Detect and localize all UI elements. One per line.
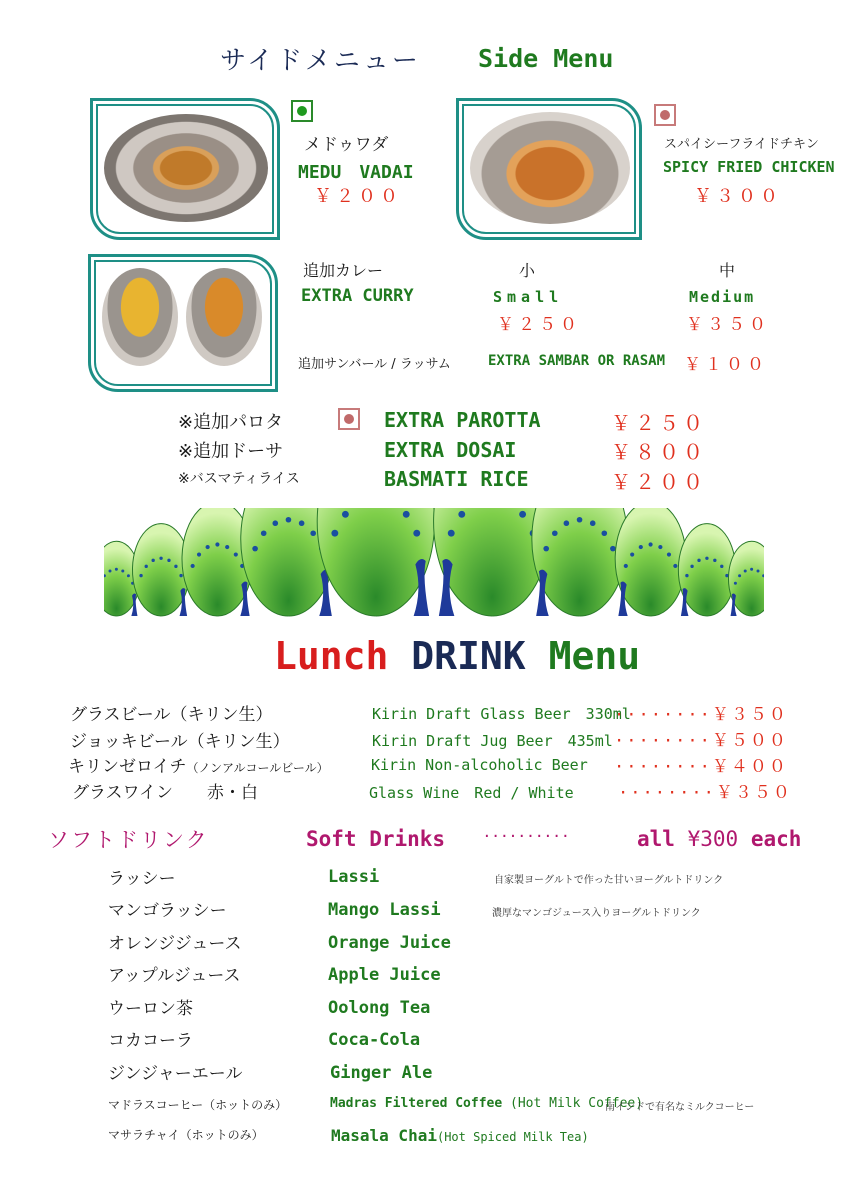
extra-parotta-name-en: EXTRA PAROTTA — [384, 408, 541, 432]
peacock-icon — [678, 524, 735, 616]
oolong-tea-name-en: Oolong Tea — [328, 998, 431, 1018]
side-menu-title-en: Side Menu — [478, 44, 614, 73]
extra-dosai-name-jp: ※追加ドーサ — [178, 441, 284, 462]
peacock-border-decoration — [104, 508, 764, 622]
non-alcoholic-beer-name-en: Kirin Non-alcoholic Beer — [371, 756, 588, 774]
oolong-tea-name-jp: ウーロン茶 — [108, 999, 193, 1019]
basmati-rice-name-en: BASMATI RICE — [384, 467, 529, 491]
non-alcoholic-beer-price: ········￥４００ — [614, 757, 788, 777]
soft-drinks-note-each: each — [750, 827, 802, 851]
madras-coffee-desc: 南インドで有名なミルクコーヒー — [605, 1102, 755, 1113]
lassi-desc: 自家製ヨーグルトで作った甘いヨーグルトドリンク — [494, 875, 724, 886]
list-item — [0, 1094, 845, 1126]
mango-lassi-name-en: Mango Lassi — [328, 900, 441, 920]
mango-lassi-name-jp: マンゴラッシー — [108, 901, 227, 921]
masala-chai-name: Masala Chai — [331, 1126, 437, 1145]
extra-parotta-price: ￥２５０ — [611, 411, 707, 435]
soft-drinks-note-all: all — [637, 827, 675, 851]
extra-dosai-name-en: EXTRA DOSAI — [384, 438, 517, 462]
peacock-icon — [317, 508, 434, 616]
extra-curry-name-en: EXTRA CURRY — [301, 286, 414, 306]
madras-coffee-name-jp: マドラスコーヒー（ホットのみ） — [108, 1098, 288, 1112]
lassi-name-jp: ラッシー — [108, 869, 176, 889]
drink-title-menu: Menu — [548, 634, 641, 678]
extra-curry-medium-price: ￥３５０ — [686, 315, 770, 335]
extra-curry-small-jp: 小 — [519, 261, 536, 280]
soft-drinks-dots: ·········· — [484, 826, 572, 847]
extra-sambar-name-en: EXTRA SAMBAR OR RASAM — [488, 353, 666, 369]
masala-chai-name-jp: マサラチャイ（ホットのみ） — [108, 1128, 264, 1142]
medu-vadai-price: ￥２００ — [314, 186, 402, 207]
drink-menu-title — [274, 634, 640, 678]
jug-beer-name-en: Kirin Draft Jug Beer 435ml — [372, 732, 613, 750]
extra-curry-medium-jp: 中 — [719, 261, 736, 280]
extra-curry-medium-en: Medium — [689, 288, 756, 306]
glass-wine-name-en: Glass Wine Red / White — [369, 784, 574, 802]
list-item — [0, 1124, 845, 1156]
drink-title-drink: DRINK — [411, 634, 526, 678]
lassi-name-en: Lassi — [328, 867, 380, 887]
peacock-icon — [532, 508, 627, 616]
jug-beer-price: ········￥５００ — [614, 731, 788, 751]
chicken-photo — [470, 112, 630, 224]
peacock-icon — [132, 524, 189, 616]
apple-juice-name-en: Apple Juice — [328, 965, 441, 985]
list-item — [0, 896, 845, 928]
coca-cola-name-en: Coca-Cola — [328, 1030, 421, 1050]
extra-parotta-name-jp: ※追加パロタ — [178, 412, 284, 433]
masala-chai-name-en — [331, 1126, 589, 1145]
masala-chai-note: (Hot Spiced Milk Tea) — [436, 1130, 589, 1144]
peacock-icon — [615, 508, 686, 616]
basmati-rice-name-jp: ※バスマティライス — [178, 471, 300, 487]
mango-lassi-desc: 濃厚なマンゴジュース入りヨーグルトドリンク — [492, 908, 701, 919]
orange-juice-name-en: Orange Juice — [328, 933, 451, 953]
madras-coffee-name: Madras Filtered Coffee — [330, 1096, 503, 1111]
extra-sambar-price: ￥１００ — [684, 355, 768, 375]
glass-beer-name-en: Kirin Draft Glass Beer 330ml — [372, 705, 631, 723]
extra-curry-name-jp: 追加カレー — [303, 261, 384, 280]
soft-drinks-title-jp: ソフトドリンク — [48, 828, 209, 852]
glass-beer-name-jp: グラスビール（キリン生） — [70, 705, 273, 725]
chicken-name-en: SPICY FRIED CHICKEN — [663, 158, 835, 176]
apple-juice-name-jp: アップルジュース — [108, 966, 241, 986]
coca-cola-name-jp: コカコーラ — [108, 1031, 193, 1051]
medu-vadai-name-en: MEDU VADAI — [298, 162, 414, 183]
glass-wine-name-jp: グラスワイン 赤・白 — [72, 783, 258, 803]
list-item — [0, 994, 845, 1026]
chicken-name-jp: スパイシーフライドチキン — [664, 137, 819, 152]
list-item — [0, 1059, 845, 1091]
non-alcoholic-beer-note: （ノンアルコールビール） — [186, 761, 329, 775]
ginger-ale-name-en: Ginger Ale — [330, 1063, 433, 1083]
extra-dosai-price: ￥８００ — [611, 440, 707, 464]
medu-vadai-name-jp: メドゥワダ — [304, 135, 389, 155]
veg-icon — [291, 100, 313, 122]
extra-sambar-name-jp: 追加サンバール / ラッサム — [298, 357, 451, 372]
list-item — [0, 929, 845, 961]
jug-beer-name-jp: ジョッキビール（キリン生） — [70, 732, 290, 752]
soft-drinks-price-note — [637, 827, 801, 851]
madras-coffee-name-en — [330, 1096, 643, 1111]
list-item — [0, 864, 845, 896]
extra-curry-small-price: ￥２５０ — [497, 315, 581, 335]
soft-drinks-title-en: Soft Drinks — [306, 827, 446, 851]
non-alcoholic-beer-name-jp — [68, 752, 329, 777]
soft-drinks-note-price: ¥300 — [687, 827, 739, 851]
glass-wine-price: ········￥３５０ — [618, 783, 792, 803]
chicken-price: ￥３００ — [694, 186, 782, 207]
basmati-rice-price: ￥２００ — [611, 470, 707, 494]
orange-juice-name-jp: オレンジジュース — [108, 934, 242, 954]
list-item — [0, 1026, 845, 1058]
curry-bowl-left-photo — [102, 268, 178, 366]
madras-coffee-note: (Hot Milk Coffee) — [510, 1096, 644, 1111]
non-alcoholic-beer-name: キリンゼロイチ — [68, 757, 187, 777]
list-item — [0, 961, 845, 993]
drink-title-lunch: Lunch — [274, 634, 389, 678]
extra-curry-small-en: Small — [493, 288, 564, 306]
non-veg-icon — [654, 104, 676, 126]
glass-beer-price: ········￥３５０ — [614, 705, 788, 725]
side-menu-title-jp: サイドメニュー — [220, 46, 421, 76]
medu-vadai-photo — [104, 114, 268, 222]
ginger-ale-name-jp: ジンジャーエール — [108, 1064, 243, 1084]
curry-bowl-right-photo — [186, 268, 262, 366]
non-veg-icon-extras — [338, 408, 360, 430]
